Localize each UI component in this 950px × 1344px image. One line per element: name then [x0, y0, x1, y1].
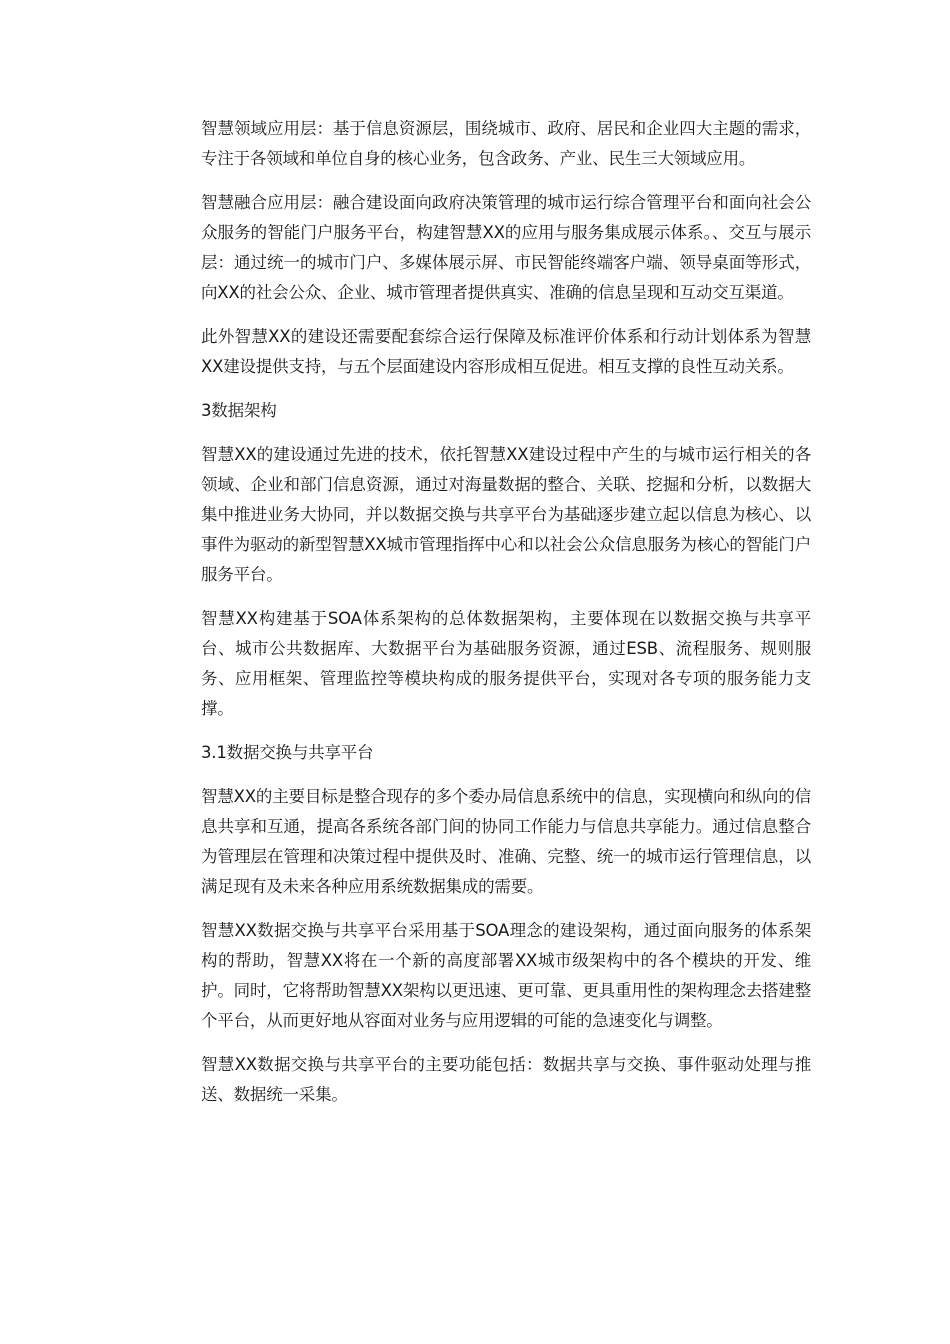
paragraph-exchange-goal: 智慧XX的主要目标是整合现存的多个委办局信息系统中的信息，实现横向和纵向的信息共享和互通，提高各系统各部门间的协同工作能力与信息共享能力。通过信息整合为管理层在管理和决策过程中提供及时、准确、完整、统一的城市运行管理信息，以满足现有及未来各种应用系统数据集成的需要。 [201, 787, 811, 896]
paragraph-soa-data-architecture: 智慧XX构建基于SOA体系架构的总体数据架构，主要体现在以数据交换与共享平台、城市公共数据库、大数据平台为基础服务资源，通过ESB、流程服务、规则服务、应用框架、管理监控等模块构成的服务提供平台，实现对各专项的服务能力支撑。 [201, 609, 811, 718]
paragraph-exchange-soa: 智慧XX数据交换与共享平台采用基于SOA理念的建设架构，通过面向服务的体系架构的帮助，智慧XX将在一个新的高度部署XX城市级架构中的各个模块的开发、维护。同时，它将帮助智慧XX架构以更迅速、更可靠、更具重用性的架构理念去搭建整个平台，从而更好地从容面对业务与应用逻辑的可能的急速变化与调整。 [201, 921, 811, 1030]
paragraph-domain-application-layer: 智慧领域应用层：基于信息资源层，围绕城市、政府、居民和企业四大主题的需求，专注于各领域和单位自身的核心业务，包含政务、产业、民生三大领域应用。 [201, 119, 811, 168]
document-page [201, 114, 811, 1124]
paragraph-fusion-application-layer: 智慧融合应用层：融合建设面向政府决策管理的城市运行综合管理平台和面向社会公众服务的智能门户服务平台，构建智慧XX的应用与服务集成展示体系。、交互与展示层：通过统一的城市门户、多媒体展示屏、市民智能终端客户端、领导桌面等形式，向XX的社会公众、企业、城市管理者提供真实、准确的信息呈现和互动交互渠道。 [201, 193, 811, 302]
paragraph-data-architecture-intro: 智慧XX的建设通过先进的技术，依托智慧XX建设过程中产生的与城市运行相关的各领域、企业和部门信息资源，通过对海量数据的整合、关联、挖掘和分析，以数据大集中推进业务大协同，并以数据交换与共享平台为基础逐步建立起以信息为核心、以事件为驱动的新型智慧XX城市管理指挥中心和以社会公众信息服务为核心的智能门户服务平台。 [201, 445, 811, 584]
section-heading-exchange-platform: 3.1数据交换与共享平台 [201, 743, 374, 762]
paragraph-supporting-systems: 此外智慧XX的建设还需要配套综合运行保障及标准评价体系和行动计划体系为智慧XX建设提供支持，与五个层面建设内容形成相互促进。相互支撑的良性互动关系。 [201, 327, 811, 376]
paragraph-exchange-functions: 智慧XX数据交换与共享平台的主要功能包括：数据共享与交换、事件驱动处理与推送、数据统一采集。 [201, 1055, 811, 1104]
section-heading-data-architecture: 3数据架构 [201, 401, 277, 420]
